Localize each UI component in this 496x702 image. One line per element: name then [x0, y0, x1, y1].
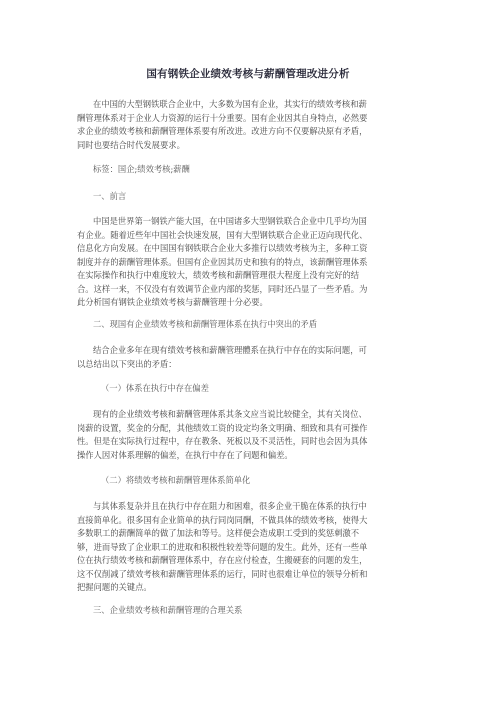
section1-line: 合。这样一来，不仅没有有效调节企业内部的奖惩，同时还凸显了一些矛盾。为: [77, 283, 368, 294]
subsection1-line: 现有的企业绩效考核和薪酬管理体系其条文应当说比较健全，其有关岗位、: [93, 409, 367, 419]
section1-paragraph: [77, 215, 422, 310]
intro-paragraph: [77, 98, 422, 152]
keywords-line: 标签：国企;绩效考核;薪酬: [93, 164, 190, 174]
intro-line: 求企业的绩效考核和薪酬管理体系要有所改进。改进方向不仅要解决原有矛盾，: [77, 126, 368, 136]
subsection1-paragraph: [77, 408, 422, 462]
subsection2-line: 把握问题的关键点。: [77, 582, 152, 592]
subsection1-heading: （一）体系在执行中存在偏差: [101, 383, 209, 393]
subsection2-heading: （二）将绩效考核和薪酬管理体系简单化: [101, 475, 251, 485]
subsection2-paragraph: [77, 500, 422, 595]
section2-intro-paragraph: [77, 344, 422, 371]
subsection2-line: 位在执行绩效考核和薪酬管理体系中，存在应付检查，生搬硬套的问题的发生，: [77, 555, 368, 565]
intro-line: 同时也要结合时代发展要求。: [77, 139, 185, 150]
section1-line: 中国是世界第一钢铁产能大国，在中国诸多大型钢铁联合企业中几乎均为国: [93, 216, 367, 226]
section1-line: 此分析国有钢铁企业绩效考核与薪酬管理十分必要。: [77, 297, 268, 307]
subsection1-line: 性。但是在实际执行过程中，存在教条、死板以及不灵活性，同时也会因为具体: [77, 436, 368, 446]
subsection2-line: 多数职工的薪酬简单的做了加法和等号。这样便会造成职工受到的奖惩刺激不: [77, 528, 360, 538]
section3-heading: 三、企业绩效考核和薪酬管理的合理关系: [93, 605, 243, 615]
section2-intro-line: 结合企业多年在现有绩效考核和薪酬管理體系在执行中存在的实际问题，可: [93, 345, 367, 355]
section1-line: 制度并存的薪酬管理体系。但国有企业因其历史和独有的特点，该薪酬管理体系: [77, 256, 368, 267]
section1-line: 在实际操作和执行中难度较大，绩效考核和薪酬管理很大程度上没有完好的结: [77, 270, 360, 280]
subsection2-line: 直接简单化。很多国有企业简单的执行同岗同酬，不做具体的绩效考核，使得大: [77, 514, 368, 525]
section1-line: 有企业。随着近些年中国社会快速发展，国有大型钢铁联合企业正迈向现代化、: [77, 229, 368, 240]
section1-line: 信息化方向发展。在中国国有钢铁联合企业大多推行以绩效考核为主，多种工资: [77, 243, 368, 253]
subsection2-line: 这不仅削减了绩效考核和薪酬管理体系的运行，同时也很难让单位的领导分析和: [77, 568, 368, 579]
document-title: 国有钢铁企业绩效考核与薪酬管理改进分析: [146, 68, 350, 80]
subsection1-line: 操作人因对体系理解的偏差，在执行中存在了问题和偏差。: [77, 449, 293, 460]
subsection2-line: 与其体系复杂并且在执行中存在阻力和困难，很多企业干脆在体系的执行中: [93, 501, 367, 511]
section2-intro-line: 以总结出以下突出的矛盾：: [77, 358, 177, 369]
intro-line: 在中国的大型钢铁联合企业中，大多数为国有企业，其实行的绩效考核和薪: [93, 99, 367, 109]
subsection1-line: 岗薪的设置，奖金的分配，其他绩效工资的设定均条文明确、细致和具有可操作: [77, 422, 368, 433]
subsection2-line: 够，进而导致了企业职工的进取和积极性较差等问题的发生。此外，还有一些单: [77, 541, 368, 552]
section1-heading: 一、前言: [93, 191, 127, 201]
intro-line: 酬管理体系对于企业人力资源的运行十分重要。国有企业因其自身特点，必然要: [77, 112, 368, 123]
section2-heading: 二、现国有企业绩效考核和薪酬管理体系在执行中突出的矛盾: [93, 319, 318, 329]
